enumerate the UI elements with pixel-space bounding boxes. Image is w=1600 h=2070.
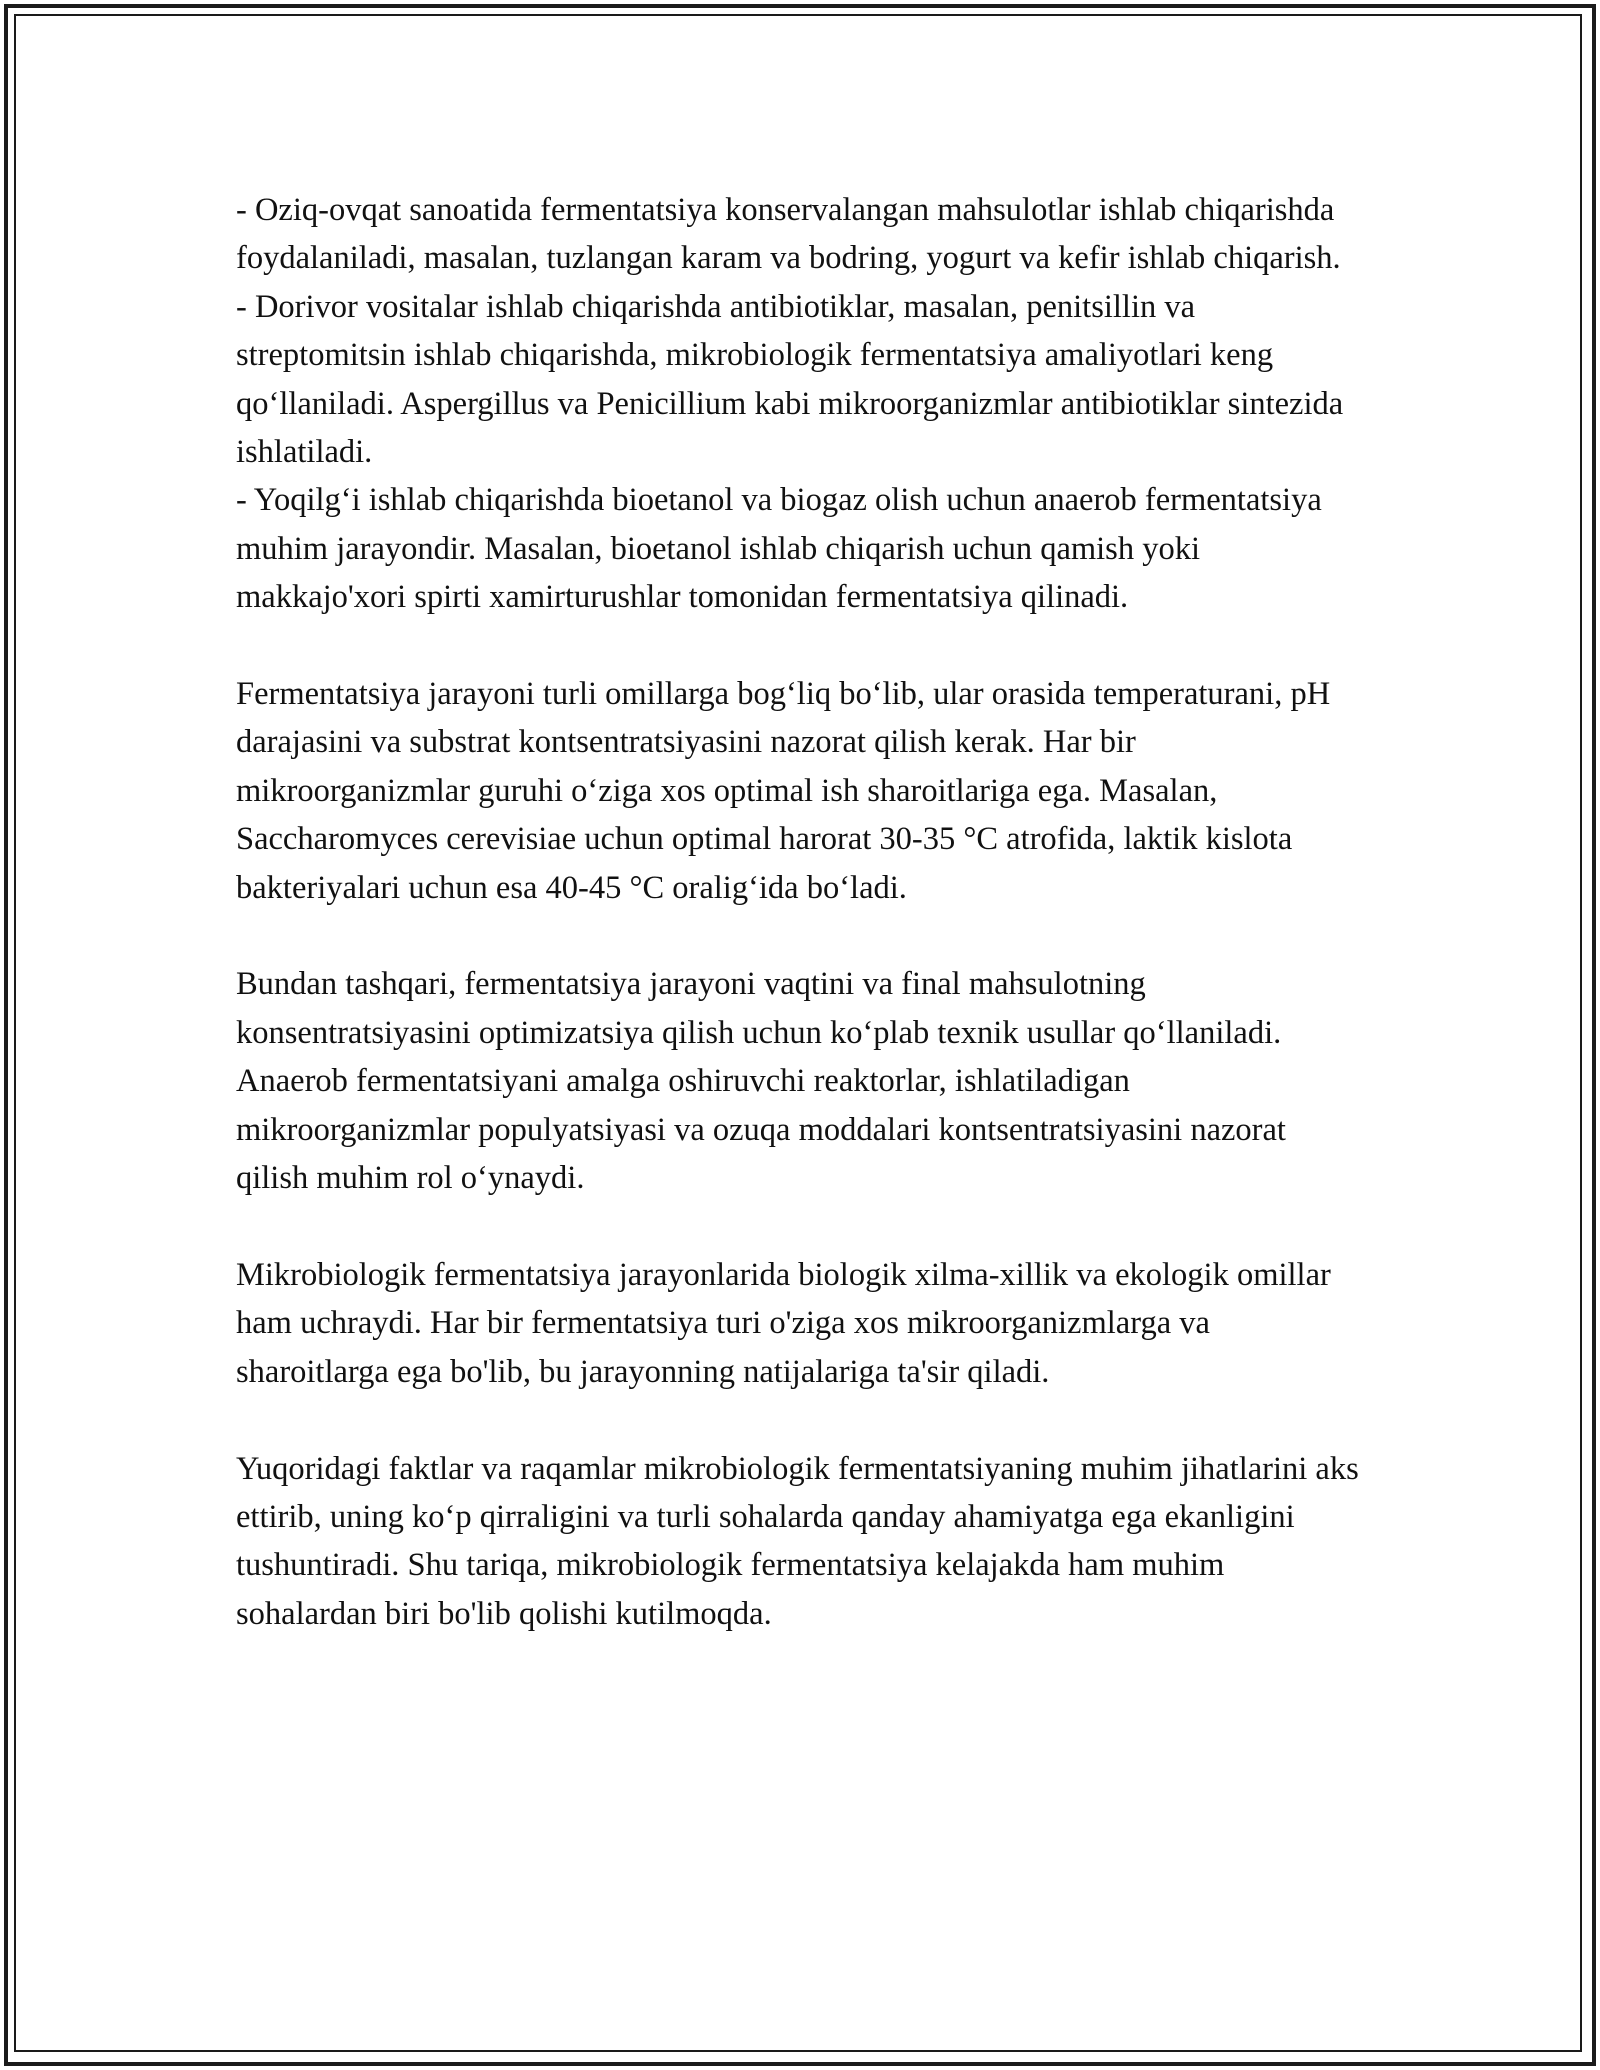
paragraph-conclusion: Yuqoridagi faktlar va raqamlar mikrobiologik fermentatsiyaning muhim jihatlarini aks ettirib, uning ko‘p qirraligini va turli sohalarda qanday ahamiyatga ega ekanligini tushuntiradi. Shu tariqa, mikrobiologik fermentatsiya kelajakda ham muhim sohalardan biri bo'lib qolishi kutilmoqda.	[236, 1450, 1359, 1632]
paragraph-gap	[236, 912, 1366, 960]
bullet-medicine: - Dorivor vositalar ishlab chiqarishda antibiotiklar, masalan, penitsillin va streptomitsin ishlab chiqarishda, mikrobiologik fermentatsiya amaliyotlari keng qo‘llaniladi. Aspergillus va Penicillium kabi mikroorganizmlar antibiotiklar sintezida ishlatiladi.	[236, 288, 1344, 471]
document-body	[236, 186, 1366, 1638]
paragraph-gap	[236, 622, 1366, 670]
paragraph-gap	[236, 1203, 1366, 1251]
bullet-food-industry: - Oziq-ovqat sanoatida fermentatsiya konservalangan mahsulotlar ishlab chiqarishda foydalaniladi, masalan, tuzlangan karam va bodring, yogurt va kefir ishlab chiqarish.	[236, 192, 1341, 277]
paragraph-diversity: Mikrobiologik fermentatsiya jarayonlarida biologik xilma-xillik va ekologik omillar ham uchraydi. Har bir fermentatsiya turi o'ziga xos mikroorganizmlarga va sharoitlarga ega bo'lib, bu jarayonning natijalariga ta'sir qiladi.	[236, 1256, 1331, 1390]
paragraph-gap	[236, 1396, 1366, 1444]
bullet-fuel: - Yoqilg‘i ishlab chiqarishda bioetanol va biogaz olish uchun anaerob fermentatsiya muhim jarayondir. Masalan, bioetanol ishlab chiqarish uchun qamish yoki makkajo'xori spirti xamirturushlar tomonidan fermentatsiya qilinadi.	[236, 482, 1322, 616]
paragraph-optimization: Bundan tashqari, fermentatsiya jarayoni vaqtini va final mahsulotning konsentratsiyasini optimizatsiya qilish uchun ko‘plab texnik usullar qo‘llaniladi. Anaerob fermentatsiyani amalga oshiruvchi reaktorlar, ishlatiladigan mikroorganizmlar populyatsiyasi va ozuqa moddalari kontsentratsiyasini nazorat qilish muhim rol o‘ynaydi.	[236, 966, 1286, 1197]
paragraph-conditions: Fermentatsiya jarayoni turli omillarga bog‘liq bo‘lib, ular orasida temperaturani, pH darajasini va substrat kontsentratsiyasini nazorat qilish kerak. Har bir mikroorganizmlar guruhi o‘ziga xos optimal ish sharoitlariga ega. Masalan, Saccharomyces cerevisiae uchun optimal harorat 30-35 °C atrofida, laktik kislota bakteriyalari uchun esa 40-45 °C oralig‘ida bo‘ladi.	[236, 676, 1331, 906]
